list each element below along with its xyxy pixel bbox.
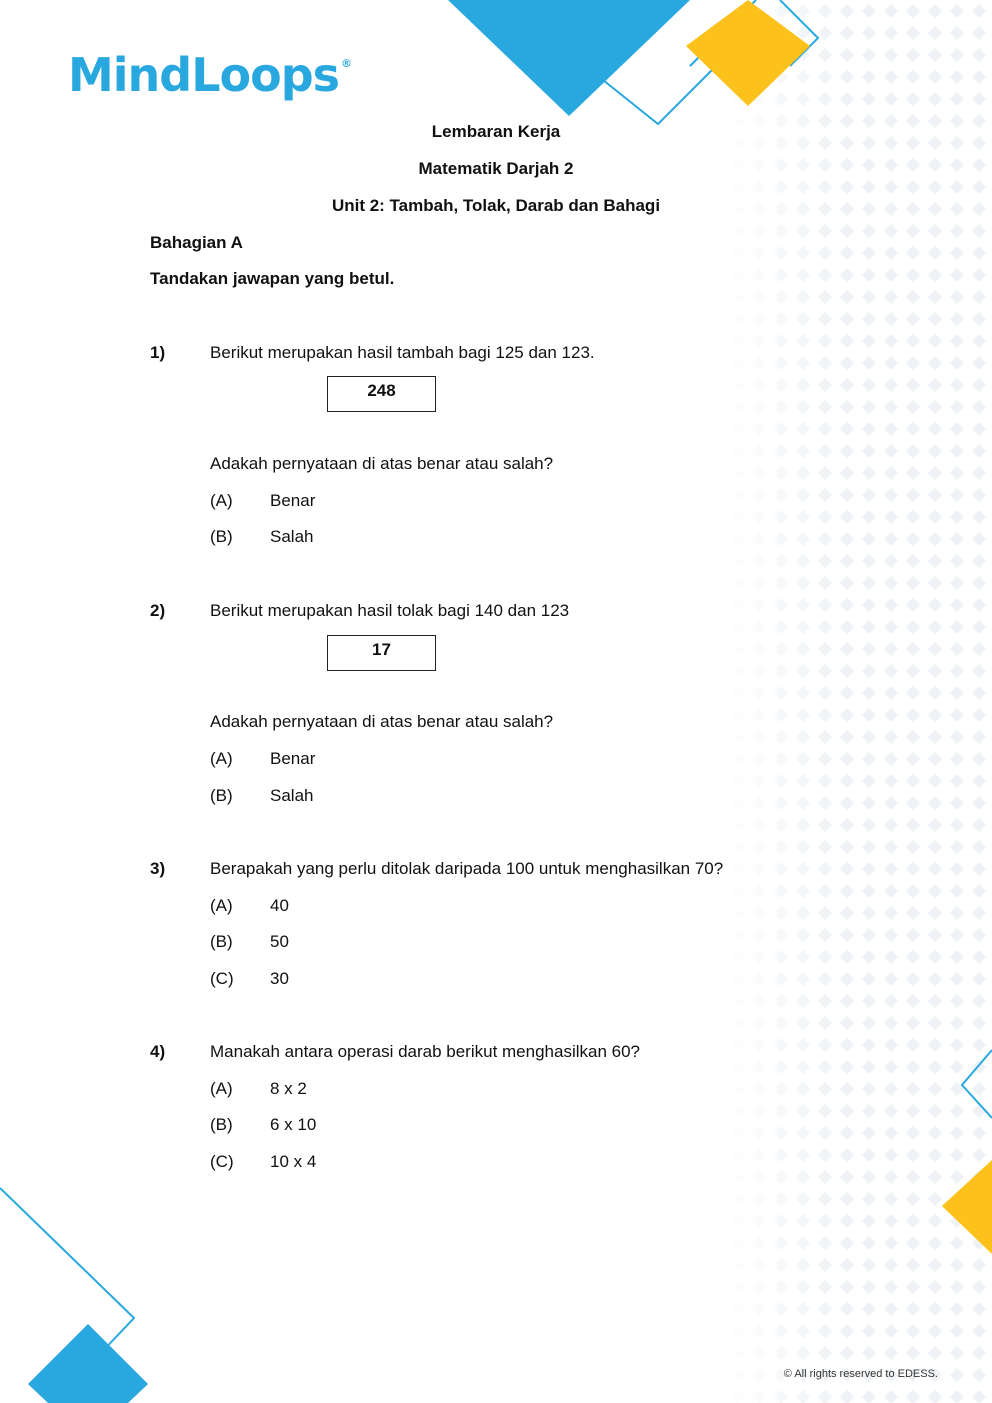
option-letter[interactable]: (B) bbox=[210, 786, 233, 805]
logo-text: MindLoops bbox=[68, 48, 340, 102]
section-name: Bahagian A bbox=[150, 233, 243, 252]
option-text[interactable]: 8 x 2 bbox=[270, 1079, 307, 1098]
answer-box: 248 bbox=[327, 376, 436, 412]
option-text[interactable]: Salah bbox=[270, 527, 314, 546]
question-prompt: Adakah pernyataan di atas benar atau salah? bbox=[210, 454, 554, 473]
mindloops-logo bbox=[68, 48, 352, 102]
option-text[interactable]: Benar bbox=[270, 491, 316, 510]
question-text: Berapakah yang perlu ditolak daripada 100 untuk menghasilkan 70? bbox=[210, 859, 724, 878]
section-instruction: Tandakan jawapan yang betul. bbox=[150, 269, 395, 288]
option-letter[interactable]: (A) bbox=[210, 896, 233, 915]
option-text[interactable]: Salah bbox=[270, 786, 314, 805]
question-prompt: Adakah pernyataan di atas benar atau salah? bbox=[210, 712, 554, 731]
question-number: 1) bbox=[150, 343, 166, 362]
registered-mark: ® bbox=[341, 57, 352, 70]
option-text[interactable]: 6 x 10 bbox=[270, 1115, 317, 1134]
answer-box: 17 bbox=[327, 635, 436, 671]
option-letter[interactable]: (A) bbox=[210, 749, 233, 768]
option-text[interactable]: 30 bbox=[270, 969, 289, 988]
option-letter[interactable]: (C) bbox=[210, 969, 234, 988]
question-number: 2) bbox=[150, 601, 166, 620]
option-letter[interactable]: (A) bbox=[210, 1079, 233, 1098]
option-letter[interactable]: (B) bbox=[210, 527, 233, 546]
unit-title: Unit 2: Tambah, Tolak, Darab dan Bahagi bbox=[331, 196, 661, 215]
option-letter[interactable]: (C) bbox=[210, 1152, 234, 1171]
option-text[interactable]: 40 bbox=[270, 896, 289, 915]
option-text[interactable]: 50 bbox=[270, 932, 289, 951]
question-number: 3) bbox=[150, 859, 166, 878]
question-number: 4) bbox=[150, 1042, 166, 1061]
worksheet-title: Lembaran Kerja bbox=[431, 122, 561, 141]
question-text: Berikut merupakan hasil tolak bagi 140 dan 123 bbox=[210, 601, 570, 620]
question-text: Manakah antara operasi darab berikut menghasilkan 60? bbox=[210, 1042, 640, 1061]
worksheet-subtitle: Matematik Darjah 2 bbox=[418, 159, 574, 178]
question-text: Berikut merupakan hasil tambah bagi 125 dan 123. bbox=[210, 343, 595, 362]
option-letter[interactable]: (A) bbox=[210, 491, 233, 510]
option-letter[interactable]: (B) bbox=[210, 932, 233, 951]
option-text[interactable]: 10 x 4 bbox=[270, 1152, 317, 1171]
copyright-footer: © All rights reserved to EDESS. bbox=[783, 1368, 938, 1380]
option-letter[interactable]: (B) bbox=[210, 1115, 233, 1134]
option-text[interactable]: Benar bbox=[270, 749, 316, 768]
